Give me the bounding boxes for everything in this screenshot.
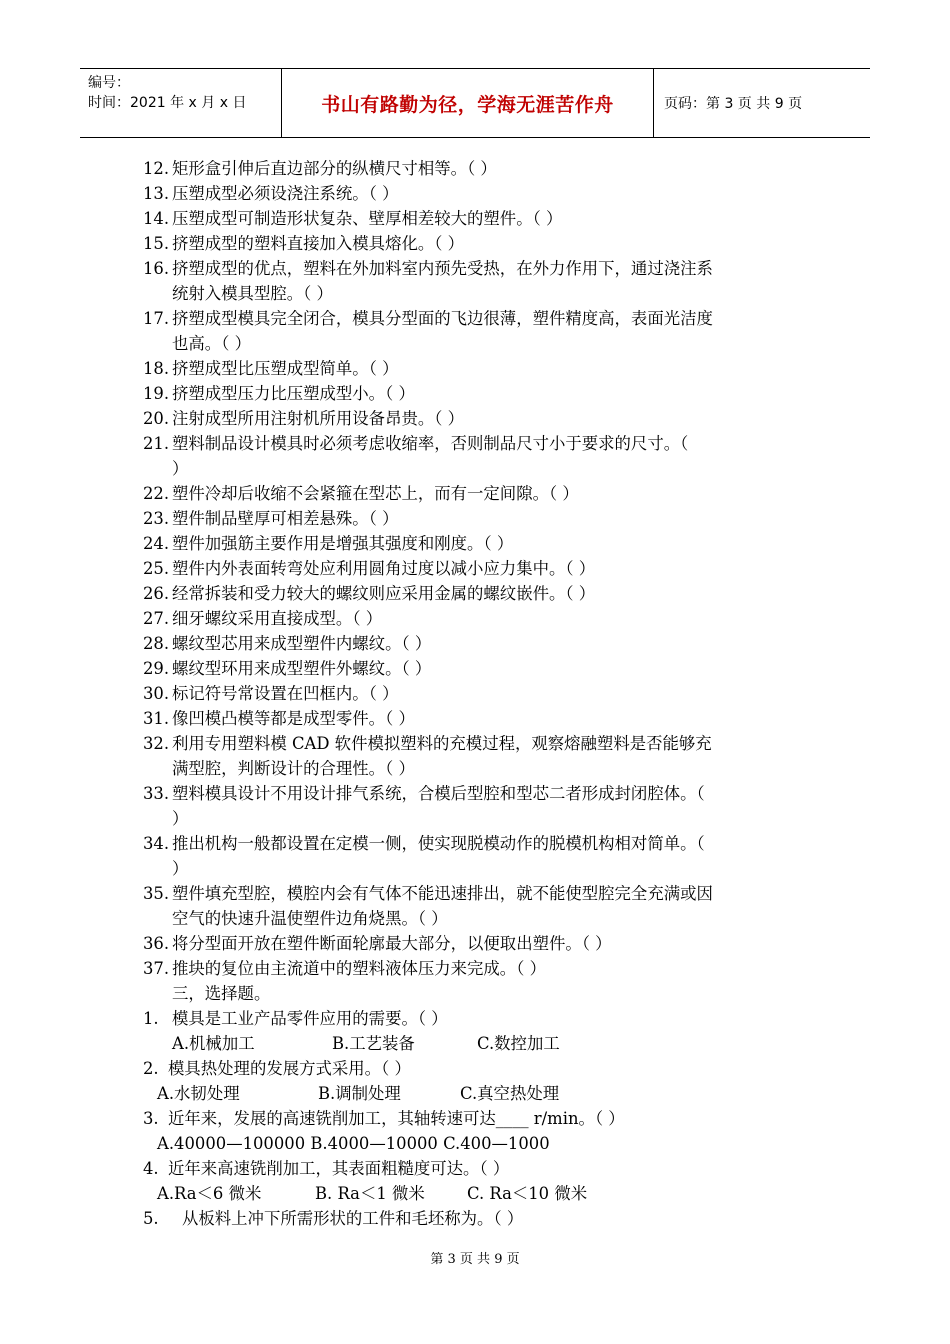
option-line: A.40000—100000 B.4000—10000 C.400—1000 <box>157 1134 550 1153</box>
header-page-cell <box>654 69 870 137</box>
option-c: C. Ra＜10 微米 <box>467 1184 588 1203</box>
option-a: A.水韧处理 <box>157 1084 240 1103</box>
option-b: B.工艺装备 <box>332 1034 415 1053</box>
page-header <box>80 68 870 138</box>
option-c: C.真空热处理 <box>460 1084 560 1103</box>
header-page-label: 页码：第 3 页 共 9 页 <box>664 96 803 112</box>
header-meta <box>80 69 282 137</box>
page-footer: 第 3 页 共 9 页 <box>430 1252 520 1267</box>
header-motto: 书山有路勤为径，学海无涯苦作舟 <box>321 93 614 116</box>
option-a: A.Ra＜6 微米 <box>157 1184 262 1203</box>
header-motto-cell <box>282 69 654 137</box>
document-time-label: 时间：2021 年 x 月 x 日 <box>88 95 247 111</box>
option-b: B.调制处理 <box>318 1084 401 1103</box>
option-a: A.机械加工 <box>172 1034 255 1053</box>
document-number-label: 编号： <box>88 75 130 91</box>
option-c: C.数控加工 <box>477 1034 560 1053</box>
option-b: B. Ra＜1 微米 <box>315 1184 425 1203</box>
